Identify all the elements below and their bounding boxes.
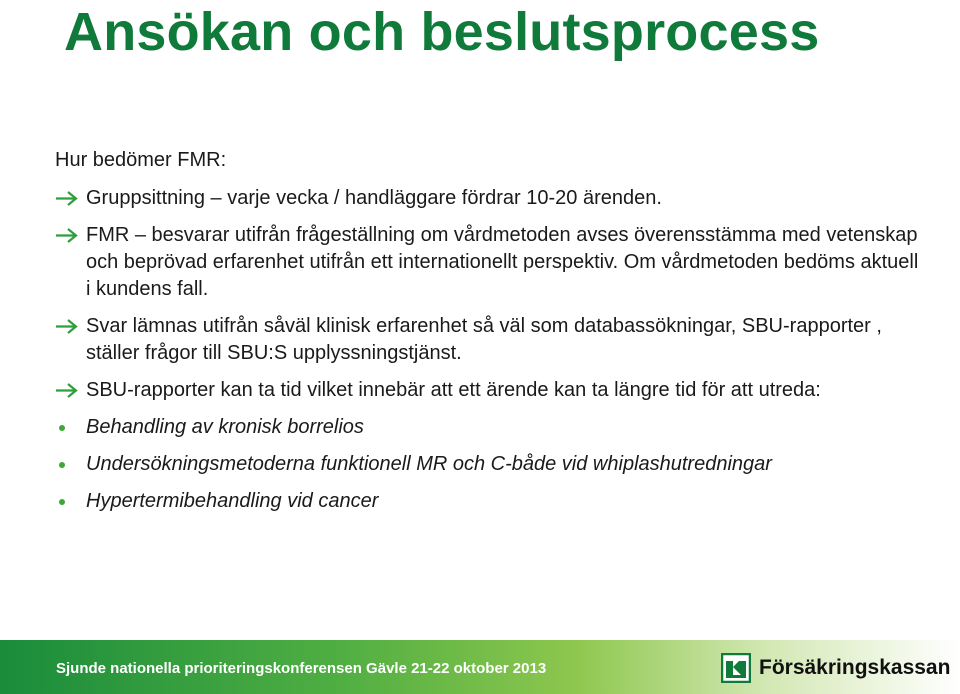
bullet-list-item <box>55 414 925 441</box>
arrow-list-item-text: Svar lämnas utifrån såväl klinisk erfarenhet så väl som databassökningar, SBU-rapporter , ställer frågor till SBU:S upplyssningstjänst. <box>86 315 882 364</box>
footer-text: Sjunde nationella prioriteringskonferensen Gävle 21-22 oktober 2013 <box>56 660 547 677</box>
arrow-list-item-text: SBU-rapporter kan ta tid vilket innebär att ett ärende kan ta längre tid för att utreda: <box>86 379 821 401</box>
arrow-list-item <box>55 377 925 404</box>
bullet-list-item <box>55 488 925 515</box>
right-arrow-icon <box>55 227 79 244</box>
bullet-dot-icon <box>59 499 65 505</box>
bullet-list-item <box>55 451 925 478</box>
bullet-dot-icon <box>59 425 65 431</box>
arrow-list-item-text: Gruppsittning – varje vecka / handläggare fördrar 10-20 ärenden. <box>86 187 662 209</box>
slide-title: Ansökan och beslutsprocess <box>64 2 820 62</box>
forsakringskassan-logo-icon <box>721 653 751 683</box>
arrow-list-item <box>55 222 925 303</box>
right-arrow-icon <box>55 318 79 335</box>
right-arrow-icon <box>55 382 79 399</box>
bullet-list-item-text: Undersökningsmetoderna funktionell MR och C-både vid whiplashutredningar <box>86 453 772 475</box>
slide-content <box>55 147 925 525</box>
logo <box>721 653 950 683</box>
footer-bar <box>0 640 960 694</box>
bullet-list-item-text: Hypertermibehandling vid cancer <box>86 490 379 512</box>
arrow-list-item <box>55 313 925 367</box>
logo-text: Försäkringskassan <box>759 656 951 679</box>
bullet-dot-icon <box>59 462 65 468</box>
bullet-list-item-text: Behandling av kronisk borrelios <box>86 416 364 438</box>
arrow-list-item <box>55 185 925 212</box>
right-arrow-icon <box>55 190 79 207</box>
intro-text: Hur bedömer FMR: <box>55 149 227 171</box>
arrow-list-item-text: FMR – besvarar utifrån frågeställning om vårdmetoden avses överensstämma med vetenskap och beprövad erfarenhet utifrån ett internationellt perspektiv. Om vårdmetoden bedöms aktuell i kundens fall. <box>86 224 919 300</box>
